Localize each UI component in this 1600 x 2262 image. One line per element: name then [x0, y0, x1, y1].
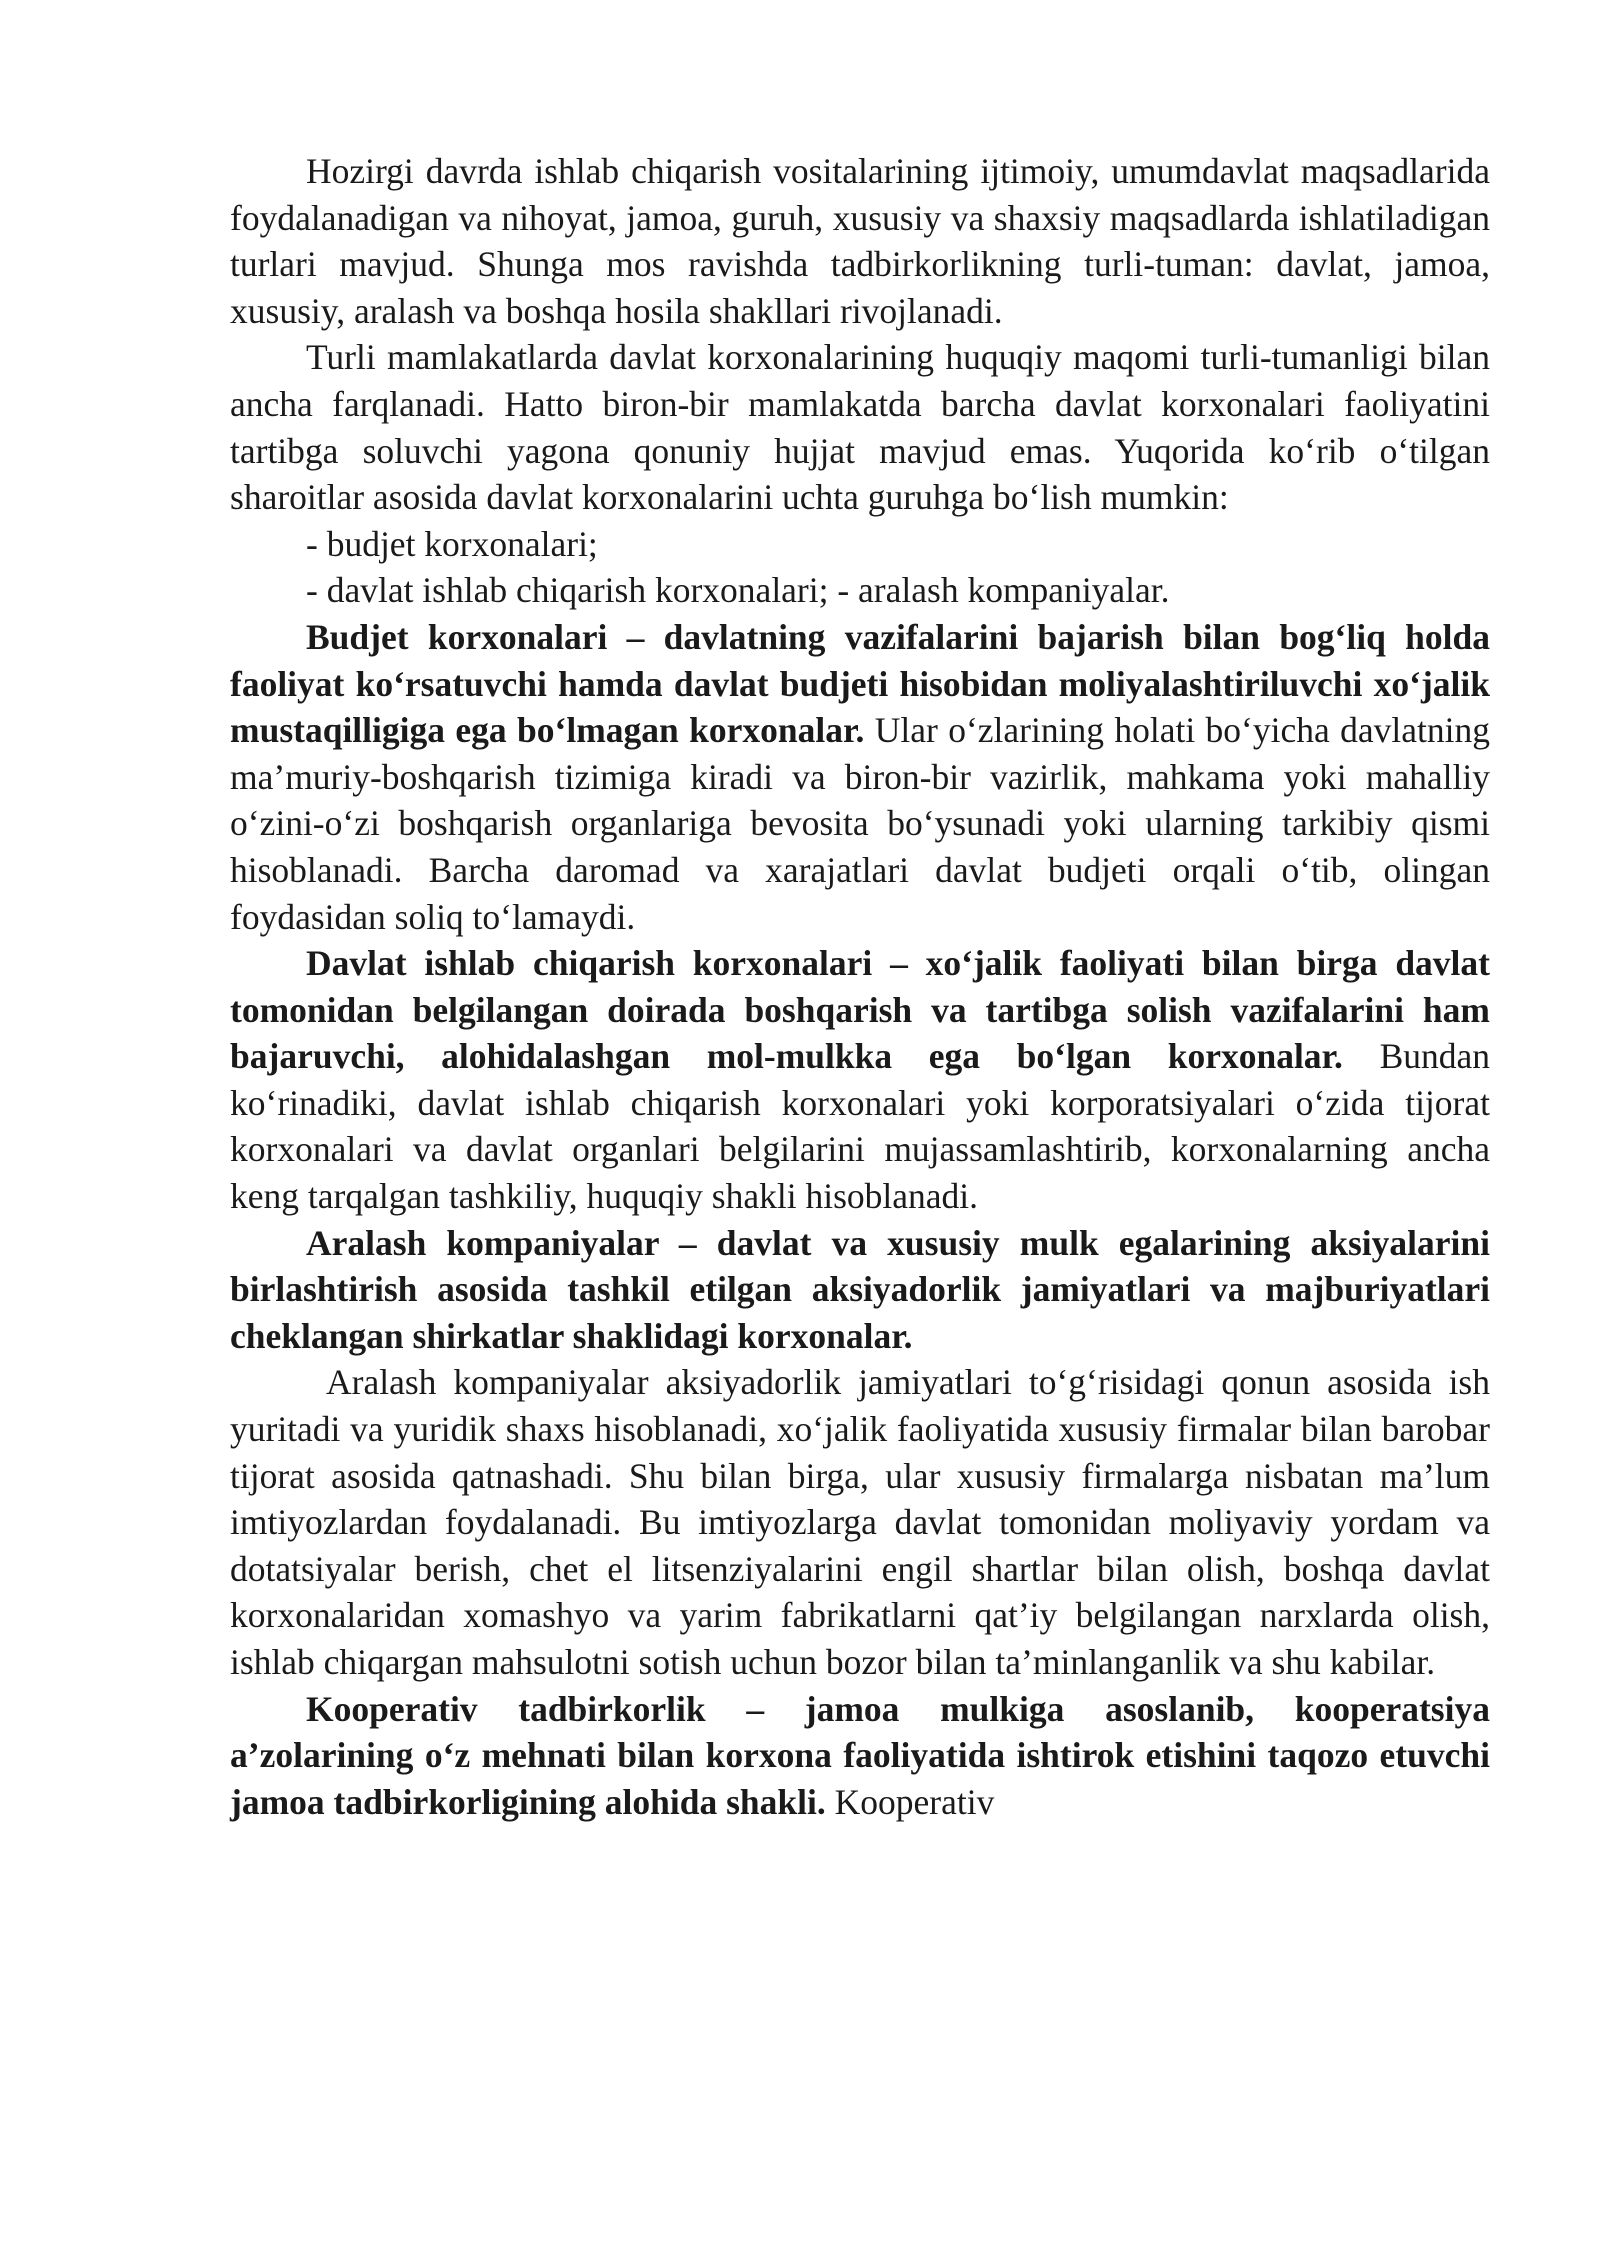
paragraph-mixed-companies: [230, 1220, 1490, 1360]
paragraph-budget-enterprises: [230, 614, 1490, 940]
definition-budget-enterprises: Budjet korxonalari – davlatning vazifalarini bajarish bilan bog‘liq holda faoliyat ko‘rsatuvchi hamda davlat budjeti hisobidan moliyalashtiriluvchi xo‘jalik mustaqilligiga ega bo‘lmagan korxonalar.: [230, 616, 1490, 751]
paragraph-cooperative: [230, 1686, 1490, 1826]
definition-cooperative: Kooperativ tadbirkorlik – jamoa mulkiga asoslanib, kooperatsiya a’zolarining o‘z mehnati bilan korxona faoliyatida ishtirok etishini taqozo etuvchi jamoa tadbirkorligining alohida shakli.: [230, 1688, 1490, 1822]
paragraph-text: Bundan ko‘rinadiki, davlat ishlab chiqarish korxonalari yoki korporatsiyalari o‘zida tijorat korxonalari va davlat organlari belgilarini mujassamlashtirib, korxonalarning ancha keng tarqalgan tashkiliy, huquqiy shakli hisoblanadi.: [230, 1036, 1491, 1217]
paragraph-mixed-details: Aralash kompaniyalar aksiyadorlik jamiyatlari to‘g‘risidagi qonun asosida ish yuritadi va yuridik shaxs hisoblanadi, xo‘jalik faoliyatida xususiy firmalar bilan barobar tijorat asosida qatnashadi. Shu bilan birga, ular xususiy firmalarga nisbatan ma’lum imtiyozlardan foydalanadi. Bu imtiyozlarga davlat tomonidan moliyaviy yordam va dotatsiyalar berish, chet el litsenziyalarini engil shartlar bilan olish, boshqa davlat korxonalaridan xomashyo va yarim fabrikatlarni qat’iy belgilangan narxlarda olish, ishlab chiqargan mahsulotni sotish uchun bozor bilan ta’minlanganlik va shu kabilar.: [230, 1362, 1490, 1682]
paragraph-legal-status: Turli mamlakatlarda davlat korxonalarining huquqiy maqomi turli-tumanligi bilan ancha farqlanadi. Hatto biron-bir mamlakatda barcha davlat korxonalari faoliyatini tartibga soluvchi yagona qonuniy hujjat mavjud emas. Yuqorida ko‘rib o‘tilgan sharoitlar asosida davlat korxonalarini uchta guruhga bo‘lish mumkin:: [230, 337, 1490, 518]
paragraph-state-production: [230, 940, 1490, 1220]
paragraph-text: Ular o‘zlarining holati bo‘yicha davlatning ma’muriy-boshqarish tizimiga kiradi va biron-bir vazirlik, mahkama yoki mahalliy o‘zini-o‘zi boshqarish organlariga bevosita bo‘ysunadi yoki ularning tarkibiy qismi hisoblanadi. Barcha daromad va xarajatlari davlat budjeti orqali o‘tib, olingan foydasidan soliq to‘lamaydi.: [230, 710, 1490, 937]
paragraph-intro: Hozirgi davrda ishlab chiqarish vositalarining ijtimoiy, umumdavlat maqsadlarida foydalanadigan va nihoyat, jamoa, guruh, xususiy va shaxsiy maqsadlarda ishlatiladigan turlari mavjud. Shunga mos ravishda tadbirkorlikning turli-tuman: davlat, jamoa, xususiy, aralash va boshqa hosila shakllari rivojlanadi.: [230, 151, 1490, 331]
definition-mixed-companies: Aralash kompaniyalar – davlat va xususiy mulk egalarining aksiyalarini birlashtirish asosida tashkil etilgan aksiyadorlik jamiyatlari va majburiyatlari cheklangan shirkatlar shaklidagi korxonalar.: [230, 1222, 1490, 1356]
paragraph-text: Kooperativ: [825, 1781, 995, 1822]
definition-state-production: Davlat ishlab chiqarish korxonalari – xo‘jalik faoliyati bilan birga davlat tomonidan belgilangan doirada boshqarish va tartibga solish vazifalarini ham bajaruvchi, alohidalashgan mol-mulkka ega bo‘lgan korxonalar.: [230, 943, 1490, 1077]
list-item-state-production: - davlat ishlab chiqarish korxonalari; - aralash kompaniyalar.: [306, 570, 1170, 611]
list-item-budget: - budjet korxonalari;: [306, 523, 598, 564]
